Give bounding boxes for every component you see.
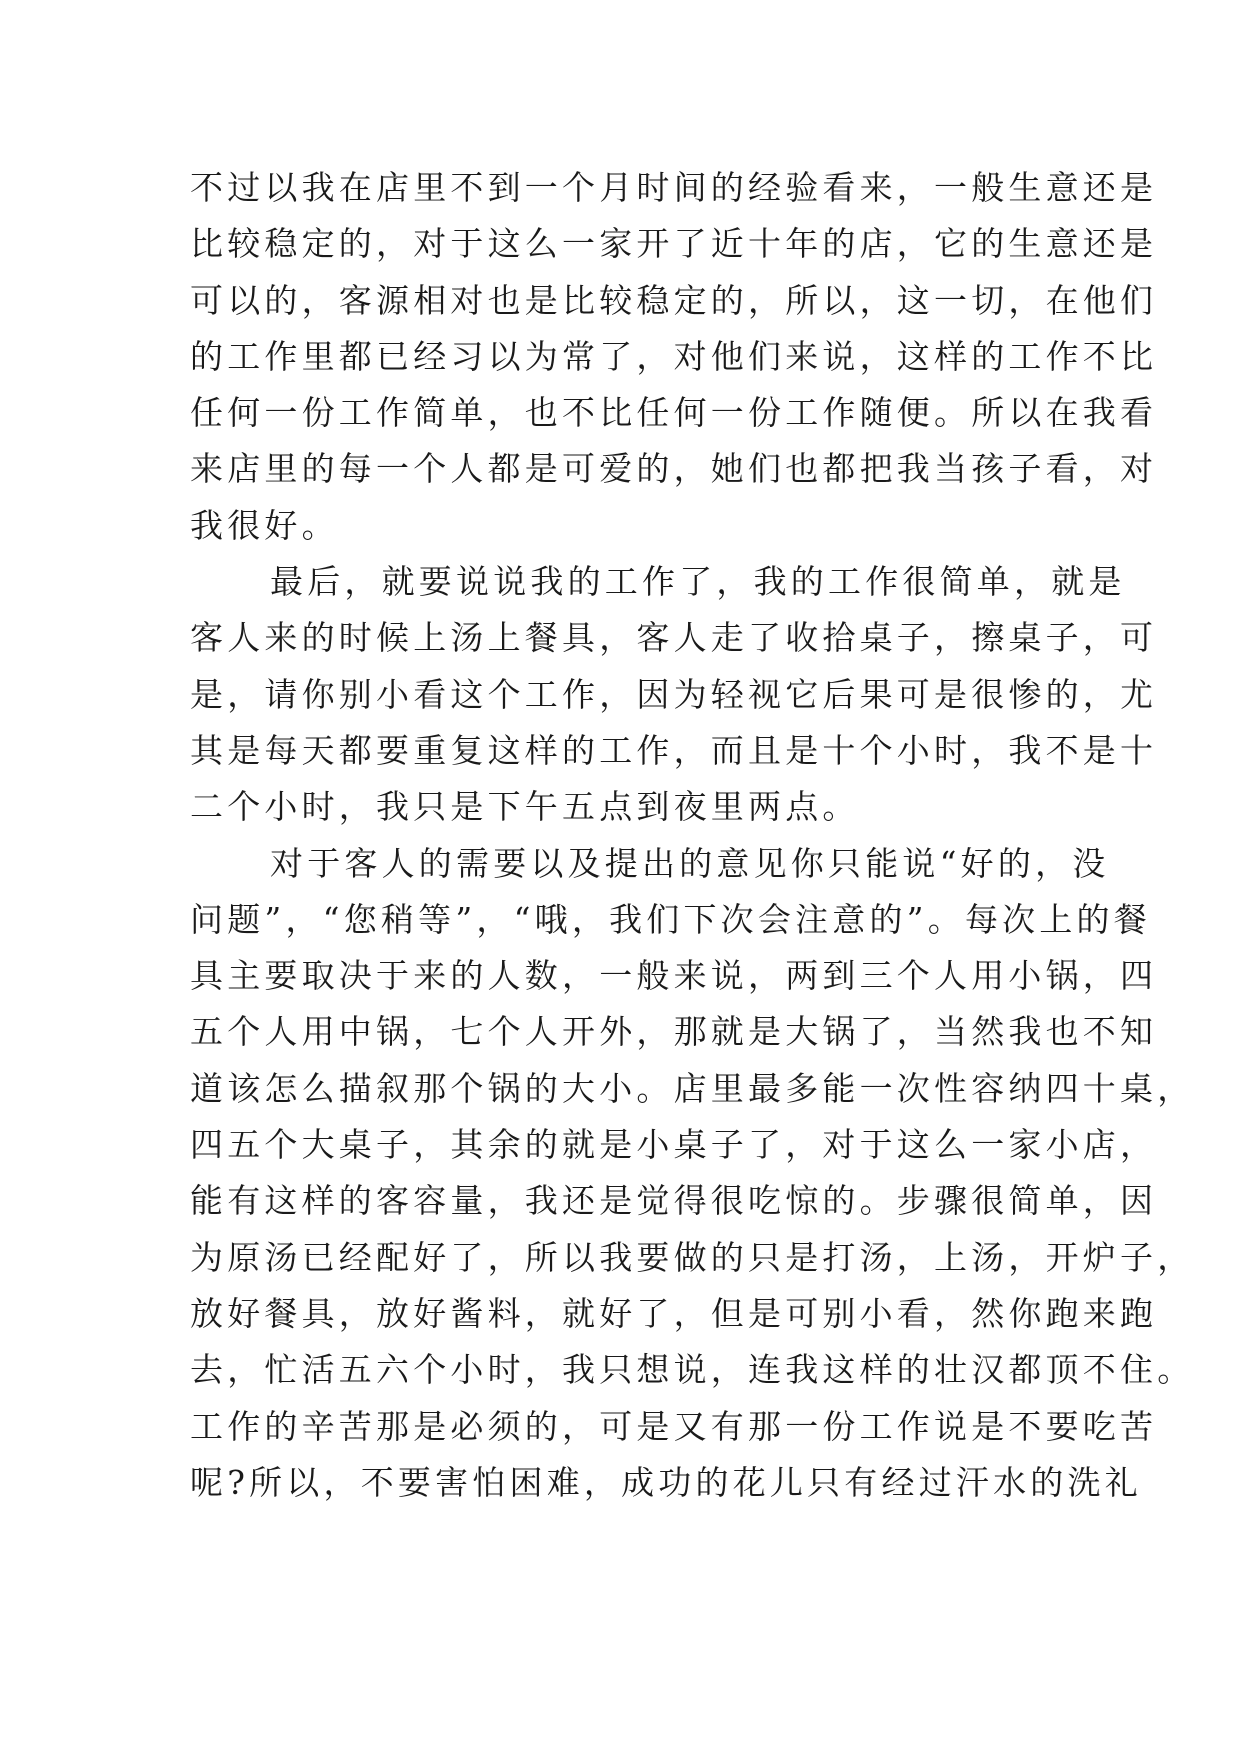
text-line: 道该怎么描叙那个锅的大小。店里最多能一次性容纳四十桌， [190, 1068, 1195, 1108]
text-line: 五个人用中锅，七个人开外，那就是大锅了，当然我也不知 [190, 1012, 1158, 1052]
text-line: 具主要取决于来的人数，一般来说，两到三个人用小锅，四 [190, 956, 1158, 996]
text-line: 不过以我在店里不到一个月时间的经验看来，一般生意还是 [190, 168, 1158, 207]
text-line: 其是每天都要重复这样的工作，而且是十个小时，我不是十 [190, 730, 1158, 770]
text-line: 是，请你别小看这个工作，因为轻视它后果可是很惨的，尤 [190, 674, 1158, 714]
text-line: 的工作里都已经习以为常了，对他们来说，这样的工作不比 [190, 336, 1158, 376]
text-line: 呢?所以，不要害怕困难，成功的花儿只有经过汗水的洗礼 [190, 1462, 1142, 1502]
text-line: 放好餐具，放好酱料，就好了，但是可别小看，然你跑来跑 [190, 1293, 1158, 1333]
text-line: 二个小时，我只是下午五点到夜里两点。 [190, 787, 860, 827]
text-line: 来店里的每一个人都是可爱的，她们也都把我当孩子看，对 [190, 449, 1158, 489]
paragraph-first-line: 最后，就要说说我的工作了，我的工作很简单，就是 [270, 562, 1126, 602]
paragraph-first-line: 对于客人的需要以及提出的意见你只能说“好的，没 [270, 843, 1110, 883]
text-line: 问题”，“您稍等”，“哦，我们下次会注意的”。每次上的餐 [190, 899, 1151, 939]
text-line: 工作的辛苦那是必须的，可是又有那一份工作说是不要吃苦 [190, 1406, 1158, 1446]
text-line: 去，忙活五六个小时，我只想说，连我这样的壮汉都顶不住。 [190, 1350, 1195, 1390]
text-line: 比较稳定的，对于这么一家开了近十年的店，它的生意还是 [190, 224, 1158, 264]
text-line: 任何一份工作简单，也不比任何一份工作随便。所以在我看 [190, 393, 1158, 433]
body-text [190, 160, 1195, 1511]
text-line: 为原汤已经配好了，所以我要做的只是打汤，上汤，开炉子， [190, 1237, 1195, 1277]
text-line: 我很好。 [190, 505, 339, 545]
text-line: 能有这样的客容量，我还是觉得很吃惊的。步骤很简单，因 [190, 1181, 1158, 1221]
text-line: 可以的，客源相对也是比较稳定的，所以，这一切，在他们 [190, 280, 1158, 320]
text-line: 四五个大桌子，其余的就是小桌子了，对于这么一家小店， [190, 1125, 1158, 1165]
text-line: 客人来的时候上汤上餐具，客人走了收拾桌子，擦桌子，可 [190, 618, 1158, 658]
